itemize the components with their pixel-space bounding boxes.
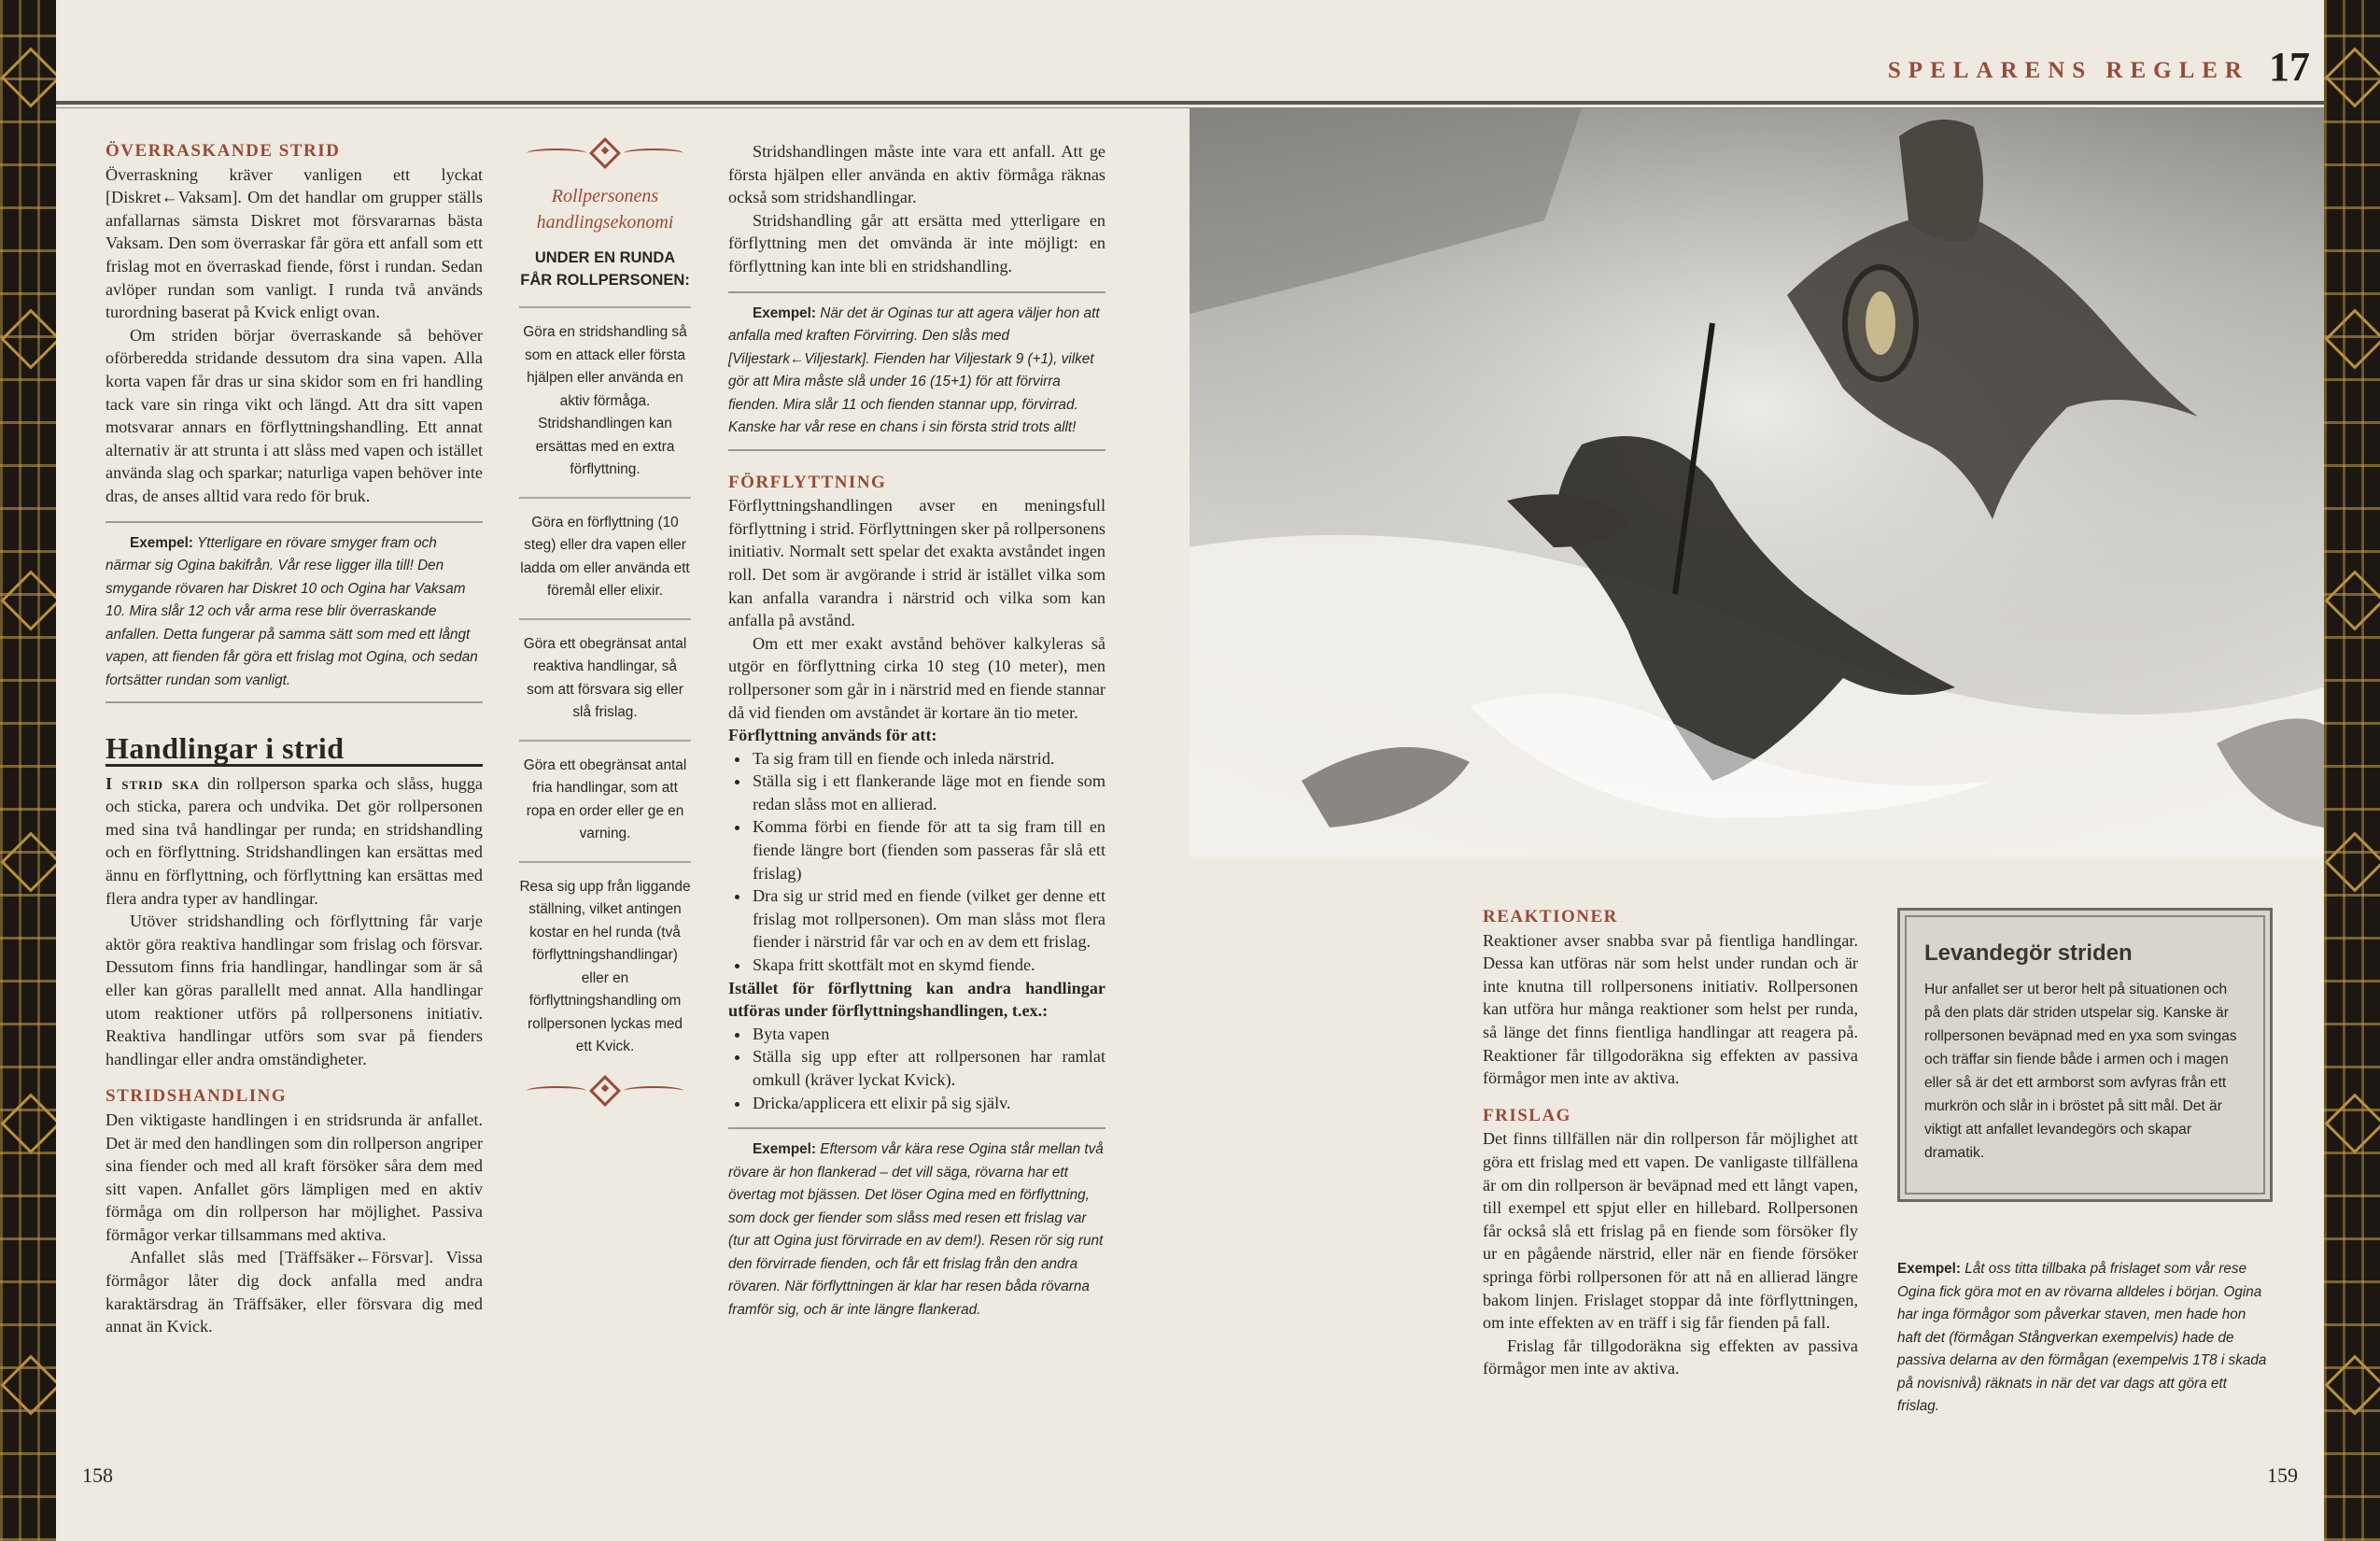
sidebar-item: Göra ett obegränsat antal reaktiva handlingar, så som att försvara sig eller slå frislag.: [519, 618, 691, 740]
paragraph: Anfallet slås med [Träffsäker←Försvar]. Vissa förmågor låter dig dock anfalla med andra karaktärsdrag än Träffsäker, eller försvara dig med annat än Kvick.: [106, 1248, 483, 1336]
paragraph: Överraskning kräver vanligen ett lyckat [Diskret←Vaksam]. Om det handlar om grupper ställs anfallarnas sämsta Diskret mot försvararnas bästa Vaksam. Den som överraskar får göra ett anfall som ett frislag mot en överraskad fiende, först i rundan. Sedan avlöper rundan som vanligt. I runda två används turordning baserat på Kvick enligt ovan.: [106, 164, 483, 322]
sidebar-item: Göra ett obegränsat antal fria handlingar, som att ropa en order eller ge en varning.: [519, 740, 691, 861]
ornament-line: [527, 1086, 586, 1096]
border-motif: [0, 1093, 56, 1153]
ornament-top: [519, 136, 691, 170]
section-heading-free-strike: FRISLAG: [1483, 1105, 1571, 1125]
tip-box-title: Levandegör striden: [1924, 940, 2133, 966]
list-item: • Ta sig fram till en fiende och inleda närstrid.: [751, 747, 1106, 770]
left-ornamental-border: [0, 0, 56, 1541]
divider: [728, 1127, 1106, 1129]
border-motif: [2324, 308, 2380, 369]
list-item: • Dricka/applicera ett elixir på sig själv.: [751, 1092, 1106, 1115]
snowy-battle-painting: [1190, 108, 2324, 857]
example-label: Exempel:: [1897, 1261, 1962, 1277]
paragraph: Förflyttningshandlingen avser en meningsfull förflyttning i strid. Förflyttningen sker på rollpersonens initiativ. Normalt sett spelar det exakta avståndet ingen roll. Det som är avgörande i strid är istället vilka som kan anfalla varandra i närstrid och vilka som kan anfalla på avstånd.: [728, 496, 1106, 630]
tip-box-body: Hur anfallet ser ut beror helt på situationen och på den plats där striden utspelar sig. Kanske är rollpersonen beväpnad med en yxa som svingas och träffar sin fiende både i armen och i magen eller så är det ett armborst som avfyras från ett murkrön och slår in i bröstet på sitt mål. Det är viktigt att anfallet levandegörs och skapar dramatik.: [1924, 982, 2237, 1161]
border-motif: [0, 831, 56, 892]
example-text: Eftersom vår kära rese Ogina står mellan två rövare är hon flankerad – det vill säga, rövarna har ett övertag mot bjässen. Det löser Ogina med en förflyttning, som dock ger fiender som slåss med resen ett frislag var (tur att Ogina just förvirrade en av dem!). Resen rör sig runt den förvirrade fienden, och får ett frislag från den andra rövaren. När förflyttningen är klar har resen båda rövarna framför sig, och är inte längre flankerad.: [728, 1141, 1104, 1318]
paragraph: Utöver stridshandling och förflyttning får varje aktör göra reaktiva handlingar som frislag och försvar. Dessutom finns fria handlingar, handlingar som är så eller kan göras parallellt med annat. Alla handlingar utom reaktioner utförs på rollpersonens initiativ. Reaktiva handlingar utförs som svar på fienders handlingar eller andra omständigheter.: [106, 912, 483, 1068]
paragraph: Om ett mer exakt avstånd behöver kalkyleras så utgör en förflyttning cirka 10 steg (10 meter), men rollpersoner som går in i närstrid med en fiende stannar då vid fienden om avståndet är kortare än tio meter.: [728, 633, 1106, 722]
border-motif: [0, 47, 56, 107]
sidebar-item: Göra en stridshandling så som en attack eller första hjälpen eller använda en aktiv förmåga. Stridshandlingen kan ersättas med en extra förflyttning.: [519, 306, 691, 497]
paragraph-text: din rollperson sparka och slåss, hugga och sticka, parera och undvika. Det gör rollpersonen med sina två handlingar per runda; en stridshandling och en förflyttning. Stridshandlingen kan ersättas med ännu en förflyttning, och förflyttning kan ersättas med flera andra typer av handlingar.: [106, 773, 483, 908]
section-heading-movement: FÖRFLYTTNING: [728, 472, 887, 492]
list-item: • Dra sig ur strid med en fiende (vilket ger denne ett frislag mot rollpersonen). Om man slåss mot flera fiender i närstrid får var och en av dem ett frislag.: [751, 884, 1106, 954]
border-motif: [2324, 1354, 2380, 1415]
divider: [728, 449, 1106, 451]
diamond-ornament-icon: [589, 137, 621, 169]
sidebar-item: Resa sig upp från liggande ställning, vilket antingen kostar en hel runda (två förflyttningshandlingar) eller en förflyttningshandling om rollpersonen lyckas med ett Kvick.: [519, 861, 691, 1074]
battle-illustration: [1190, 108, 2324, 857]
border-motif: [0, 570, 56, 630]
list-item: • Ställa sig upp efter att rollpersonen har ramlat omkull (kräver lyckat Kvick).: [751, 1045, 1106, 1091]
header-page-number: 17: [2269, 44, 2310, 90]
ornament-line: [624, 148, 683, 158]
border-motif: [2324, 47, 2380, 107]
list-heading: Förflyttning används för att:: [728, 726, 937, 745]
list-item: • Byta vapen: [751, 1023, 1106, 1046]
example-right: [1897, 1258, 2271, 1419]
page-number-left: 158: [82, 1463, 113, 1487]
example-text: Ytterligare en rövare smyger fram och närmar sig Ogina bakifrån. Vår rese ligger illa till! Den smygande rövaren har Diskret 10 och Ogina har Vaksam 10. Mira slår 12 och vår arma rese blir överraskande anfallen. Detta fungerar på samma sätt som med ett långt vapen, att fienden får göra ett frislag mot Ogina, och sedan fortsätter rundan som vanligt.: [106, 534, 478, 688]
paragraph: Reaktioner avser snabba svar på fientliga handlingar. Dessa kan utföras när som helst under rundan och är inte knutna till rollpersonens initiativ. Rollpersonen kan utföra hur många reaktioner som helst per runda, så länge det finns fientliga handlingar att reagera på. Reaktioner får tillgodoräkna sig effekten av passiva förmågor men inte av aktiva.: [1483, 930, 1858, 1088]
border-motif: [0, 1354, 56, 1415]
running-head: SPELARENS REGLER: [1887, 58, 2249, 83]
list-heading: Istället för förflyttning kan andra handlingar utföras under förflyttningshandlingen, t.ex.:: [728, 978, 1106, 1021]
section-heading-reactions: REAKTIONER: [1483, 907, 1618, 926]
lead-in: I strid ska: [106, 773, 200, 793]
border-motif: [0, 308, 56, 369]
border-motif: [2324, 831, 2380, 892]
paragraph: Stridshandling går att ersätta med ytterligare en förflyttning men det omvända är inte möjligt: en förflyttning kan inte bli en stridshandling.: [728, 210, 1106, 276]
example-box: [106, 532, 483, 693]
right-ornamental-border: [2324, 0, 2380, 1541]
alternative-actions-list: [728, 1023, 1106, 1114]
ornament-line: [624, 1086, 683, 1096]
sidebar-title: Rollpersonens handlingsekonomi: [536, 186, 674, 233]
divider: [106, 521, 483, 523]
example-box: [728, 303, 1106, 440]
movement-list: [728, 747, 1106, 977]
sidebar-item: Göra en förflyttning (10 steg) eller dra vapen eller ladda om eller använda ett föremål eller elixir.: [519, 497, 691, 618]
ornament-bottom: [519, 1074, 691, 1108]
section-heading-surprise: ÖVERRASKANDE STRID: [106, 141, 341, 161]
example-label: Exempel:: [753, 1141, 817, 1158]
right-text-column: [1483, 906, 1858, 1380]
example-label: Exempel:: [753, 304, 817, 321]
section-title-actions: Handlingar i strid: [106, 737, 483, 767]
diamond-ornament-icon: [589, 1075, 621, 1107]
paragraph: Stridshandlingen måste inte vara ett anfall. Att ge första hjälpen eller använda en aktiv förmåga räknas också som stridshandlingar.: [728, 142, 1106, 207]
ornament-line: [527, 148, 586, 158]
left-text-column: [106, 140, 483, 1338]
list-item: • Komma förbi en fiende för att ta sig fram till en fiende längre bort (fienden som passeras får slå ett frislag): [751, 815, 1106, 884]
page-number-right: 159: [2267, 1463, 2298, 1487]
border-motif: [2324, 570, 2380, 630]
example-label: Exempel:: [130, 534, 194, 551]
example-text: När det är Oginas tur att agera väljer hon att anfalla med kraften Förvirring. Den slås med [Viljestark←Viljestark]. Fienden har Viljestark 9 (+1), vilket gör att Mira måste slå under 16 (15+1) för att förvirra fienden. Mira slår 11 och fienden stannar upp, förvirrad. Kanske har vår rese en chans i sin första strid trots allt!: [728, 304, 1100, 436]
paragraph: Den viktigaste handlingen i en stridsrunda är anfallet. Det är med den handlingen som din rollperson angriper sina fiender och med all kraft försöker såra dem med sitt vapen. Anfallet görs lämpligen med en aktiv förmåga om din rollperson har möjlighet. Passiva förmågor verkar tillsammans med aktiva.: [106, 1110, 483, 1244]
tip-box: [1897, 908, 2273, 1202]
middle-text-column: [728, 140, 1106, 1331]
paragraph: Frislag får tillgodoräkna sig effekten av passiva förmågor men inte av aktiva.: [1483, 1336, 1858, 1378]
header-rule: [56, 101, 2324, 105]
example-box: [728, 1138, 1106, 1322]
divider: [106, 701, 483, 703]
paragraph: Det finns tillfällen när din rollperson får möjlighet att göra ett frislag med ett vapen. De vanligaste tillfällena är om din rollperson är beväpnad med ett långt vapen, till exempel ett spjut eller en hillebard. Rollpersonen får också slå ett frislag på en fiende som försöker fly ur en pågående närstrid, eller när en fiende försöker springa förbi rollpersonen för att nå en allierad längre bakom linjen. Frislaget stoppar då inte förflyttningen, om inte effekten av en träff i sig får fienden på fall.: [1483, 1129, 1858, 1333]
paragraph: Om striden börjar överraskande så behöver oförberedda stridande dessutom dra sina vapen. Alla korta vapen får dras ur sina skidor som en fri handling tack vare sin ringa vikt och längd. Att dra sitt vapen motsvarar annars en förflyttningshandling. Ett annat alternativ är att strunta i att slåss med vapen och istället använda slag och sparkar; naturliga vapen behöver inte dras, de anses alltid vara redo för bruk.: [106, 325, 483, 505]
border-motif: [2324, 1093, 2380, 1153]
list-item: • Skapa fritt skottfält mot en skymd fiende.: [751, 954, 1106, 977]
divider: [728, 291, 1106, 293]
list-item: • Ställa sig i ett flankerande läge mot en fiende som redan slåss mot en allierad.: [751, 770, 1106, 815]
sidebar-subtitle: UNDER EN RUNDA FÅR ROLLPERSONEN:: [520, 249, 690, 289]
action-economy-sidebar: [519, 136, 691, 1108]
example-box: [1897, 1258, 2271, 1419]
paragraph: [106, 772, 483, 911]
section-heading-combat-action: STRIDSHANDLING: [106, 1086, 288, 1107]
example-text: Låt oss titta tillbaka på frislaget som vår rese Ogina fick göra mot en av rövarna alldeles i början. Ogina har inga förmågor som påverkar staven, men hade hon haft det (förmågan Stångverkan exempelvis) hade de passiva delarna av den förmågan (exempelvis 1T8 i skada på novisnivå) räknats in när det var dags att göra ett frislag.: [1897, 1261, 2267, 1414]
